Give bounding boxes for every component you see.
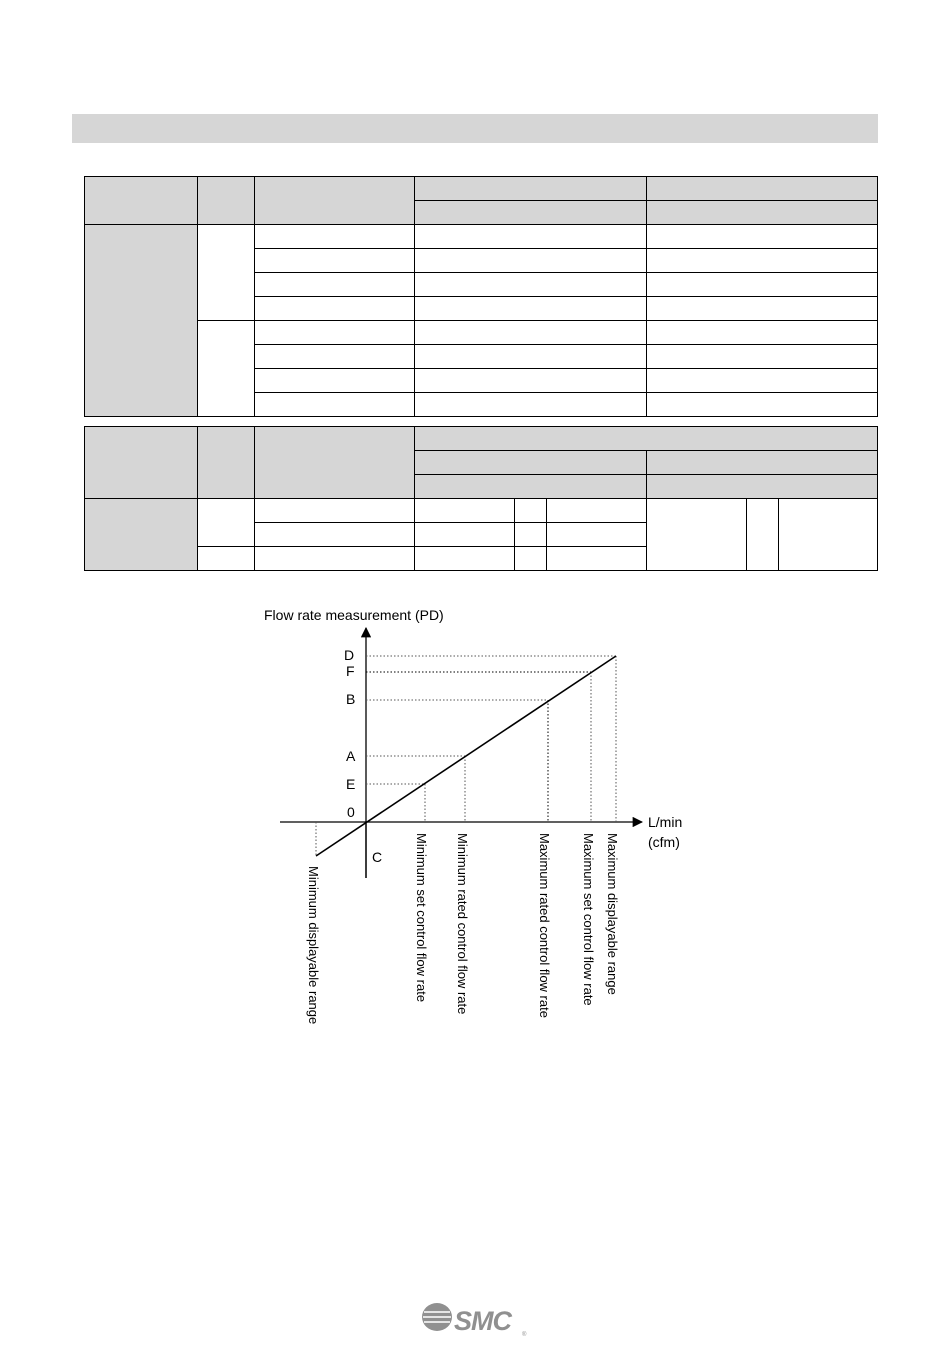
table-cell <box>647 393 878 417</box>
table-cell <box>547 523 647 547</box>
header-cell <box>415 427 878 451</box>
table-row <box>85 321 878 345</box>
table-cell <box>255 393 415 417</box>
spec-table-1 <box>84 176 878 417</box>
header-cell <box>255 427 415 499</box>
table-cell <box>415 369 647 393</box>
header-cell <box>198 177 255 225</box>
header-cell <box>255 177 415 225</box>
label-max-rated: Maximum rated control flow rate <box>537 833 552 1018</box>
spec-table-2 <box>84 426 878 571</box>
table-cell <box>415 393 647 417</box>
table-cell <box>255 225 415 249</box>
table-cell <box>415 249 647 273</box>
row-subgroup-cell <box>198 321 255 417</box>
y-tick-label-e: E <box>346 776 356 792</box>
section-banner <box>72 114 878 143</box>
table-cell <box>415 225 647 249</box>
label-min-set: Minimum set control flow rate <box>414 833 429 1003</box>
table-cell <box>647 369 878 393</box>
table-cell <box>415 321 647 345</box>
table-cell <box>515 523 547 547</box>
table-header-row <box>85 177 878 201</box>
table-cell <box>647 225 878 249</box>
table-cell <box>255 321 415 345</box>
header-cell <box>85 427 198 499</box>
table-cell <box>415 547 515 571</box>
registered-mark: ® <box>522 1332 527 1338</box>
table-cell <box>255 249 415 273</box>
table-cell <box>415 345 647 369</box>
table-cell <box>515 499 547 523</box>
table-cell <box>647 499 747 571</box>
table-cell <box>647 297 878 321</box>
table-cell <box>415 297 647 321</box>
table-row <box>85 225 878 249</box>
y-axis-title: Flow rate measurement (PD) <box>264 607 444 623</box>
measurement-line <box>316 656 616 856</box>
smc-logo-text: SMC <box>454 1306 511 1336</box>
table-cell <box>255 369 415 393</box>
flow-rate-diagram <box>250 598 710 1068</box>
table-cell <box>415 273 647 297</box>
smc-logo <box>421 1300 531 1340</box>
table-header-row <box>85 427 878 451</box>
row-group-cell <box>85 225 198 417</box>
x-axis-unit-alt: (cfm) <box>648 834 680 850</box>
header-cell <box>647 475 878 499</box>
y-tick-label-f: F <box>346 663 355 679</box>
y-tick-label-zero: 0 <box>347 804 355 820</box>
label-min-rated: Minimum rated control flow rate <box>455 833 470 1015</box>
label-max-displayable: Maximum displayable range <box>605 833 620 995</box>
header-cell <box>647 201 878 225</box>
table-cell <box>255 273 415 297</box>
row-subgroup-cell <box>198 499 255 547</box>
table-cell <box>255 345 415 369</box>
row-group-cell <box>85 499 198 571</box>
label-max-set: Maximum set control flow rate <box>581 833 596 1006</box>
table-row <box>85 499 878 523</box>
header-cell <box>647 177 878 201</box>
y-tick-label-a: A <box>346 748 356 764</box>
table-cell <box>415 499 515 523</box>
header-cell <box>415 201 647 225</box>
y-tick-label-d: D <box>344 647 355 663</box>
row-subgroup-cell <box>198 225 255 321</box>
table-cell <box>198 547 255 571</box>
table-cell <box>547 547 647 571</box>
table-cell <box>647 345 878 369</box>
table-cell <box>255 297 415 321</box>
header-cell <box>415 475 647 499</box>
table-cell <box>415 523 515 547</box>
table-cell <box>647 321 878 345</box>
table-cell <box>515 547 547 571</box>
x-axis-unit: L/min <box>648 814 683 830</box>
table-cell <box>647 273 878 297</box>
table-cell <box>547 499 647 523</box>
header-cell <box>198 427 255 499</box>
table-cell <box>255 499 415 523</box>
table-cell <box>647 249 878 273</box>
table-cell <box>747 499 779 571</box>
header-cell <box>415 177 647 201</box>
table-cell <box>779 499 878 571</box>
header-cell <box>415 451 647 475</box>
header-cell <box>647 451 878 475</box>
y-tick-label-c: C <box>372 849 383 865</box>
y-tick-label-b: B <box>346 691 356 707</box>
header-cell <box>85 177 198 225</box>
table-cell <box>255 523 415 547</box>
table-cell <box>255 547 415 571</box>
smc-logo-emblem <box>422 1303 452 1331</box>
label-min-displayable: Minimum displayable range <box>306 866 321 1025</box>
